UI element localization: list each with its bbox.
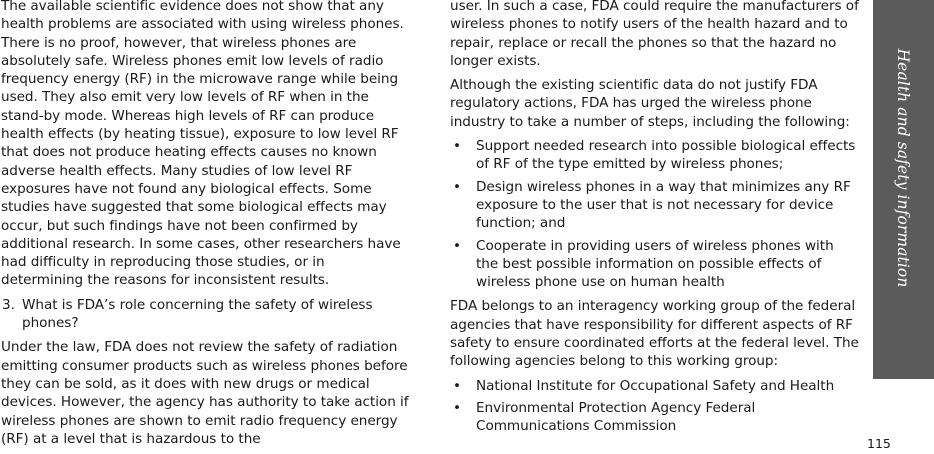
bullet-icon: • xyxy=(453,237,461,254)
right-column xyxy=(450,0,860,442)
continuation-paragraph: user. In such a case, FDA could require the manufacturers of wireless phones to notify users of the health hazard and to repair, replace or recall the phones so that the hazard no longer exists. xyxy=(450,0,859,69)
list-item xyxy=(450,237,860,292)
list-item-text: Support needed research into possible biological effects of RF of the type emitted by wireless phones; xyxy=(476,138,856,173)
section-tab xyxy=(873,0,934,379)
list-item-text: Design wireless phones in a way that minimizes any RF exposure to the user that is not necessary for device function; and xyxy=(476,178,851,232)
bullet-icon: • xyxy=(453,138,461,155)
question-text: What is FDA’s role concerning the safety of wireless phones? xyxy=(22,296,373,332)
bullet-icon: • xyxy=(453,178,461,195)
industry-steps-list xyxy=(450,137,860,291)
section-tab-label: Health and safety information xyxy=(894,48,912,288)
industry-steps-intro: Although the existing scientific data do not justify FDA regulatory actions, FDA has urged the wireless phone industry to take a number of steps, including the following: xyxy=(450,77,850,130)
list-item-text: National Institute for Occupational Safety and Health xyxy=(476,377,835,394)
question-heading xyxy=(1,296,409,333)
evidence-paragraph: The available scientific evidence does not show that any health problems are associated with using wireless phones. There is no proof, however, that wireless phones are absolutely safe. Wireless phones emit low levels of radio frequency energy (RF) in the microwave range while being used. They also emit very low levels of RF when in the stand-by mode. Whereas high levels of RF can produce health effects (by heating tissue), exposure to low level RF that does not produce heating effects causes no known adverse health effects. Many studies of low level RF exposures have not found any biological effects. Some studies have suggested that some biological effects may occur, but such findings have not been confirmed by additional research. In some cases, other researchers have had difficulty in reproducing those studies, or in determining the reasons for inconsistent results. xyxy=(1,0,404,289)
bullet-icon: • xyxy=(453,377,461,394)
bullet-icon: • xyxy=(453,399,461,416)
left-column xyxy=(1,0,409,454)
agencies-list xyxy=(450,377,860,436)
list-item-text: Cooperate in providing users of wireless phones with the best possible information on possible effects of wireless phone use on human health xyxy=(476,237,834,291)
page-number: 115 xyxy=(867,436,891,451)
list-item xyxy=(450,137,860,174)
list-item-text: Environmental Protection Agency Federal Communications Commission xyxy=(476,399,756,435)
working-group-paragraph: FDA belongs to an interagency working group of the federal agencies that have responsibility for different aspects of RF safety to ensure coordinated efforts at the federal level. The following agencies belong to this working group: xyxy=(450,298,859,370)
fda-role-paragraph: Under the law, FDA does not review the safety of radiation emitting consumer products such as wireless phones before they can be sold, as it does with new drugs or medical devices. However, the agency has authority to take action if wireless phones are shown to emit radio frequency energy (RF) at a level that is hazardous to the xyxy=(1,339,409,447)
list-item xyxy=(450,178,860,233)
question-number: 3. xyxy=(2,296,15,313)
list-item xyxy=(450,377,860,395)
list-item xyxy=(450,399,860,436)
